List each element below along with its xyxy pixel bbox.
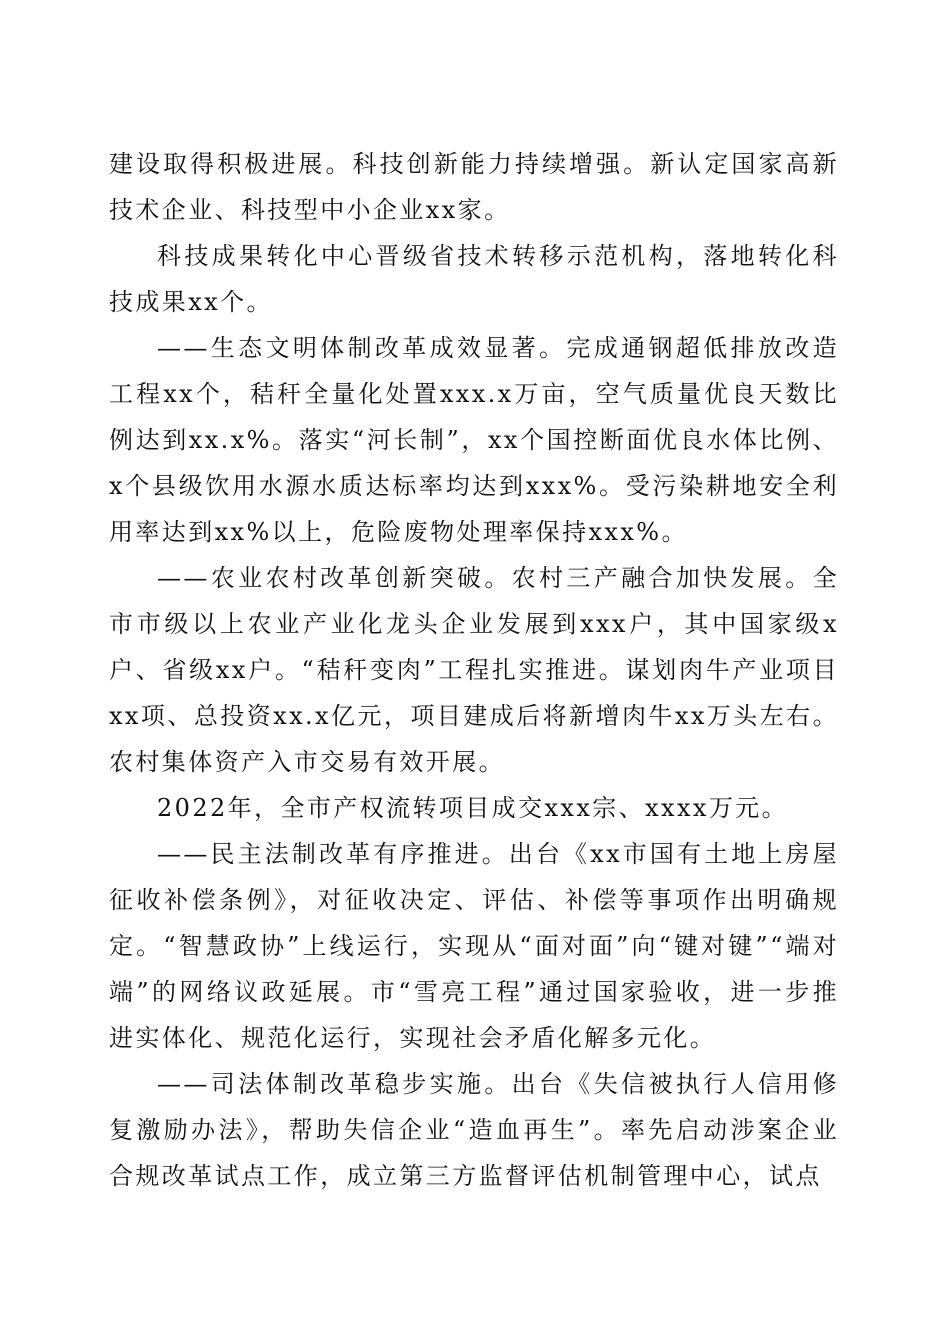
paragraph-continuation: 建设取得积极进展。科技创新能力持续增强。新认定国家高新技术企业、科技型中小企业xx家。 bbox=[109, 150, 839, 224]
paragraph-property-rights: 2022年，全市产权流转项目成交xxx宗、xxxx万元。 bbox=[157, 794, 789, 822]
paragraph-judicial-reform: ——司法体制改革稳步实施。出台《失信被执行人信用修复激励办法》，帮助失信企业“造血再生”。率先启动涉案企业合规改革试点工作，成立第三方监督评估机制管理中心，试点 bbox=[109, 1070, 839, 1190]
paragraph-agriculture-reform: ——农业农村改革创新突破。农村三产融合加快发展。全市市级以上农业产业化龙头企业发展到xxx户，其中国家级x户、省级xx户。“秸秆变肉”工程扎实推进。谋划肉牛产业项目xx项、总投资xx.x亿元，项目建成后将新增肉牛xx万头左右。农村集体资产入市交易有效开展。 bbox=[109, 564, 839, 776]
paragraph-tech-transfer: 科技成果转化中心晋级省技术转移示范机构，落地转化科技成果xx个。 bbox=[109, 242, 839, 316]
paragraph-democracy-law-reform: ——民主法制改革有序推进。出台《xx市国有土地上房屋征收补偿条例》，对征收决定、评估、补偿等事项作出明确规定。“智慧政协”上线运行，实现从“面对面”向“键对键”“端对端”的网络议政延展。市“雪亮工程”通过国家验收，进一步推进实体化、规范化运行，实现社会矛盾化解多元化。 bbox=[109, 840, 839, 1052]
paragraph-ecology-reform: ——生态文明体制改革成效显著。完成通钢超低排放改造工程xx个，秸秆全量化处置xxx.x万亩，空气质量优良天数比例达到xx.x%。落实“河长制”，xx个国控断面优良水体比例、x个县级饮用水源水质达标率均达到xxx%。受污染耕地安全利用率达到xx%以上，危险废物处理率保持xxx%。 bbox=[109, 334, 839, 546]
document-page bbox=[109, 141, 839, 1199]
